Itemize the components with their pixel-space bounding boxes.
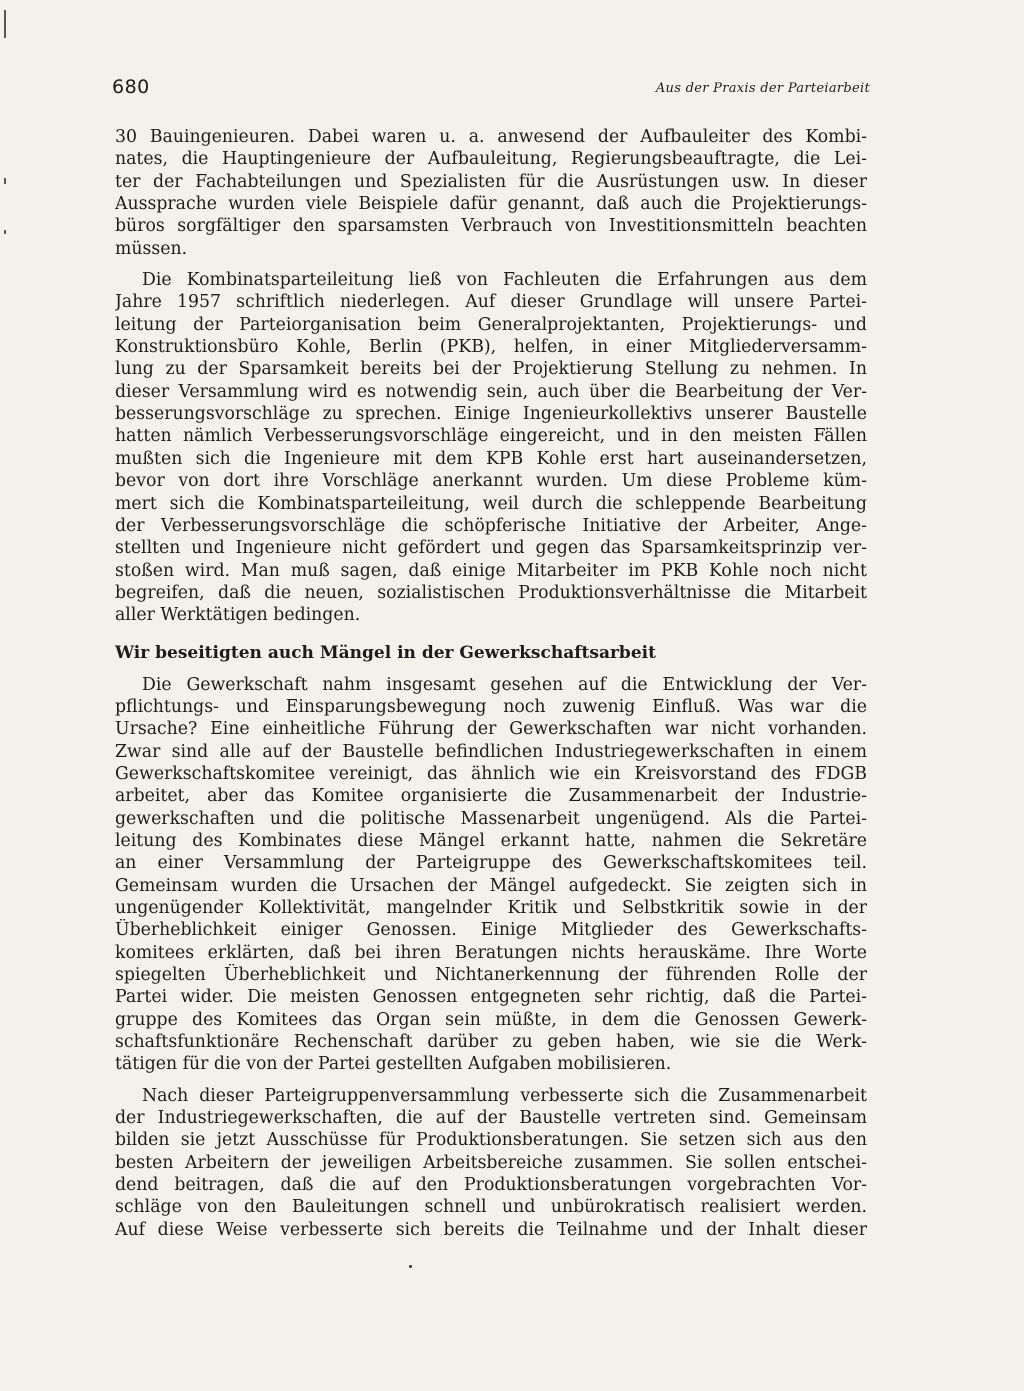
text-line: müssen. [115,238,188,259]
section-heading: Wir beseitigten auch Mängel in der Gewerkschaftsarbeit [115,642,656,663]
text-line: mußten sich die Ingenieure mit dem KPB Kohle erst hart auseinandersetzen, [115,448,867,469]
text-line: gewerkschaften und die politische Massenarbeit ungenügend. Als die Partei- [115,808,867,829]
text-line: arbeitet, aber das Komitee organisierte die Zusammenarbeit der Industrie- [115,786,867,807]
text-line: Aussprache wurden viele Beispiele dafür genannt, daß auch die Projektierungs- [115,194,867,215]
text-line: Auf diese Weise verbesserte sich bereits die Teilnahme und der Inhalt dieser [115,1219,867,1240]
body-text [115,126,867,1241]
running-head: Aus der Praxis der Parteiarbeit [655,81,870,96]
page-number: 680 [112,76,150,98]
text-line: Zwar sind alle auf der Baustelle befindlichen Industriegewerkschaften in einem [115,741,867,762]
section-after-heading [115,674,867,1242]
text-line: Nach dieser Parteigruppenversammlung verbesserte sich die Zusammenarbeit [142,1085,867,1106]
text-line: bevor von dort ihre Vorschläge anerkannt wurden. Um diese Probleme küm- [115,471,867,492]
scan-speck [409,1265,412,1268]
scan-edge-marks [4,0,6,1391]
text-line: komitees erklärten, daß bei ihren Beratungen nichts herauskäme. Ihre Worte [115,942,867,963]
text-line: büros sorgfältiger den sparsamsten Verbrauch von Investitionsmitteln beachten [115,216,867,237]
text-line: gruppe des Komitees das Organ sein müßte, in dem die Genossen Gewerk- [115,1009,867,1030]
text-line: Gemeinsam wurden die Ursachen der Mängel aufgedeckt. Sie zeigten sich in [115,875,867,896]
text-line: Gewerkschaftskomitee vereinigt, das ähnlich wie ein Kreisvorstand des FDGB [115,763,867,784]
text-line: dend beitragen, daß die auf den Produktionsberatungen vorgebrachten Vor- [115,1175,867,1196]
text-line: der Industriegewerkschaften, die auf der Baustelle vertreten sind. Gemeinsam [115,1108,867,1129]
page-header [112,76,870,104]
text-line: 30 Bauingenieuren. Dabei waren u. a. anwesend der Aufbauleiter des Kombi- [115,127,867,147]
text-line: begreifen, daß die neuen, sozialistischen Produktionsverhältnisse die Mitarbeit [115,582,867,603]
text-line: an einer Versammlung der Parteigruppe des Gewerkschaftskomitees teil. [115,853,867,874]
text-line: aller Werktätigen bedingen. [115,605,361,626]
text-line: bilden sie jetzt Ausschüsse für Produktionsberatungen. Sie setzen sich aus den [115,1130,867,1151]
text-line: Die Gewerkschaft nahm insgesamt gesehen auf die Entwicklung der Ver- [142,674,867,695]
text-line: tätigen für die von der Partei gestellten Aufgaben mobilisieren. [115,1054,672,1075]
text-line: leitung des Kombinates diese Mängel erkannt hatte, nahmen die Sekretäre [115,830,867,851]
text-line: stoßen wird. Man muß sagen, daß einige Mitarbeiter im PKB Kohle noch nicht [115,560,867,581]
text-line: nates, die Hauptingenieure der Aufbauleitung, Regierungsbeauftragte, die Lei- [115,149,867,170]
text-line: Die Kombinatsparteileitung ließ von Fachleuten die Erfahrungen aus dem [142,270,867,291]
paragraph [115,126,867,260]
text-line: pflichtungs- und Einsparungsbewegung noch zuwenig Einfluß. Was war die [115,696,867,717]
text-line: stellten und Ingenieure nicht gefördert und gegen das Sparsamkeitsprinzip ver- [115,538,867,559]
text-line: lung zu der Sparsamkeit bereits bei der Projektierung Stellung zu nehmen. In [115,359,867,380]
text-line: besserungsvorschläge zu sprechen. Einige Ingenieurkollektivs unserer Baustelle [115,404,867,425]
text-line: Jahre 1957 schriftlich niederlegen. Auf dieser Grundlage will unsere Partei- [115,292,867,313]
paragraph [115,269,867,627]
text-line: spiegelten Überheblichkeit und Nichtanerkennung der führenden Rolle der [115,965,867,986]
text-line: ungenügender Kollektivität, mangelnder Kritik und Selbstkritik sowie in der [115,898,867,918]
text-line: besten Arbeitern der jeweiligen Arbeitsbereiche zusammen. Sie sollen entschei- [115,1152,867,1173]
text-line: Partei wider. Die meisten Genossen entgegneten sehr richtig, daß die Partei- [115,987,867,1008]
paragraph [115,1085,867,1241]
text-line: hatten nämlich Verbesserungsvorschläge eingereicht, und in den meisten Fällen [115,426,867,447]
text-line: ter der Fachabteilungen und Spezialisten für die Ausrüstungen usw. In dieser [115,171,867,192]
text-line: schläge von den Bauleitungen schnell und unbürokratisch realisiert werden. [115,1197,867,1218]
text-line: Ursache? Eine einheitliche Führung der Gewerkschaften war nicht vorhanden. [115,719,867,740]
text-line: der Verbesserungsvorschläge die schöpferische Initiative der Arbeiter, Ange- [115,515,867,536]
text-line: schaftsfunktionäre Rechenschaft darüber zu geben haben, wie sie die Werk- [115,1032,867,1053]
text-line: mert sich die Kombinatsparteileitung, weil durch die schleppende Bearbeitung [115,493,867,514]
section-before-heading [115,126,867,627]
text-line: Konstruktionsbüro Kohle, Berlin (PKB), helfen, in einer Mitgliederversamm- [115,337,867,358]
paragraph [115,674,867,1076]
text-line: leitung der Parteiorganisation beim Generalprojektanten, Projektierungs- und [115,314,867,335]
text-line: Überheblichkeit einiger Genossen. Einige Mitglieder des Gewerkschafts- [115,920,867,941]
text-line: dieser Versammlung wird es notwendig sein, auch über die Bearbeitung der Ver- [115,381,867,402]
